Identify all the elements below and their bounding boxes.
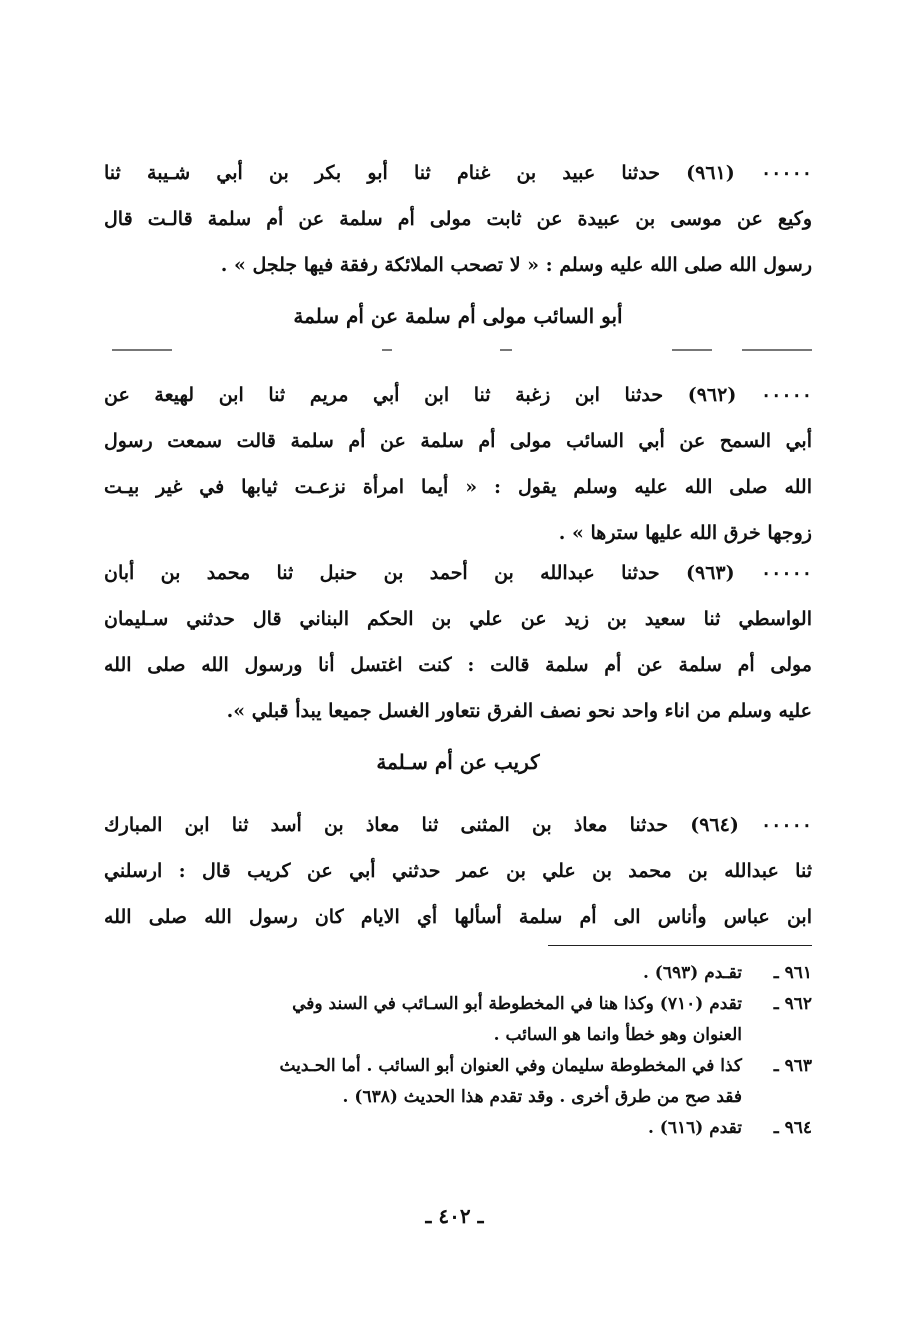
footnote-961 [104,958,812,989]
scan-smudge [104,343,812,359]
footnote-number: ٩٦٢ ـ [773,994,812,1014]
footnote-963-continuation [104,1082,812,1113]
hadith-961-line-3: رسول الله صلى الله عليه وسلم : « لا تصحب الملائكة رفقة فيها جلجل » . [220,254,812,276]
hadith-964-line-1: ٠٠٠٠٠ (٩٦٤) حدثنا معاذ بن المثنى ثنا معاذ بن أسد ثنا ابن المبارك [104,814,812,836]
footnotes [104,958,812,1144]
hadith-964-line-2: ثنا عبدالله بن محمد بن علي بن عمر حدثني أبي عن كريب قال : ارسلني [104,860,812,882]
hadith-963-line-3: مولى أم سلمة عن أم سلمة قالت : كنت اغتسل أنا ورسول الله صلى الله [104,654,812,676]
footnote-text: العنوان وهو خطأ وانما هو السائب . [493,1025,742,1045]
page-number: ـ ٤٠٢ ـ [425,1204,484,1228]
section-heading-kurayb: كريب عن أم سـلمة [376,750,540,774]
footnote-separator-rule [548,945,812,946]
footnote-962-continuation [104,1020,812,1051]
footnote-number: ٩٦١ ـ [773,963,812,983]
hadith-961-line-2: وكيع عن موسى بن عبيدة عن ثابت مولى أم سلمة عن أم سلمة قالـت قال [104,208,812,230]
footnote-number: ٩٦٣ ـ [773,1056,812,1076]
hadith-964 [104,802,812,940]
hadith-962-line-3: الله صلى الله عليه وسلم يقول : « أيما امرأة نزعـت ثيابها في غير بيـت [104,476,812,498]
hadith-962-line-1: ٠٠٠٠٠ (٩٦٢) حدثنا ابن زغبة ثنا ابن أبي مريم ثنا ابن لهيعة عن [104,384,812,406]
hadith-962 [104,372,812,556]
footnote-text: تقدم (٦١٦) . [647,1118,742,1138]
hadith-961-line-1: ٠٠٠٠٠ (٩٦١) حدثنا عبيد بن غنام ثنا أبو بكر بن أبي شـيبة ثنا [104,162,812,184]
footnote-number: ٩٦٤ ـ [773,1118,812,1138]
hadith-964-line-3: ابن عباس وأناس الى أم سلمة أسألها أي الايام كان رسول الله صلى الله [104,906,812,928]
footnote-963 [104,1051,812,1082]
section-heading-abu-al-saib: أبو السائب مولى أم سلمة عن أم سلمة [293,304,623,328]
hadith-963 [104,550,812,734]
footnote-text: فقد صح من طرق أخرى . وقد تقدم هذا الحديث (٦٣٨) . [342,1087,742,1107]
footnote-964 [104,1113,812,1144]
footnote-text: تقدم (٧١٠) وكذا هنا في المخطوطة أبو السـائب في السند وفي [292,994,742,1014]
footnote-text: كذا في المخطوطة سليمان وفي العنوان أبو السائب . أما الحـديث [279,1056,742,1076]
footnote-text: تقـدم (٦٩٣) . [642,963,742,983]
hadith-961 [104,150,812,288]
hadith-963-line-2: الواسطي ثنا سعيد بن زيد عن علي بن الحكم البناني قال حدثني سـليمان [104,608,812,630]
hadith-963-line-4: عليه وسلم من اناء واحد نحو نصف الفرق نتعاور الغسل جميعا يبدأ قبلي ». [226,700,812,722]
hadith-962-line-4: زوجها خرق الله عليها سترها » . [558,522,812,544]
hadith-963-line-1: ٠٠٠٠٠ (٩٦٣) حدثنا عبدالله بن أحمد بن حنبل ثنا محمد بن أبان [104,562,812,584]
footnote-962 [104,989,812,1020]
hadith-962-line-2: أبي السمح عن أبي السائب مولى أم سلمة عن أم سلمة قالت سمعت رسول [104,430,812,452]
